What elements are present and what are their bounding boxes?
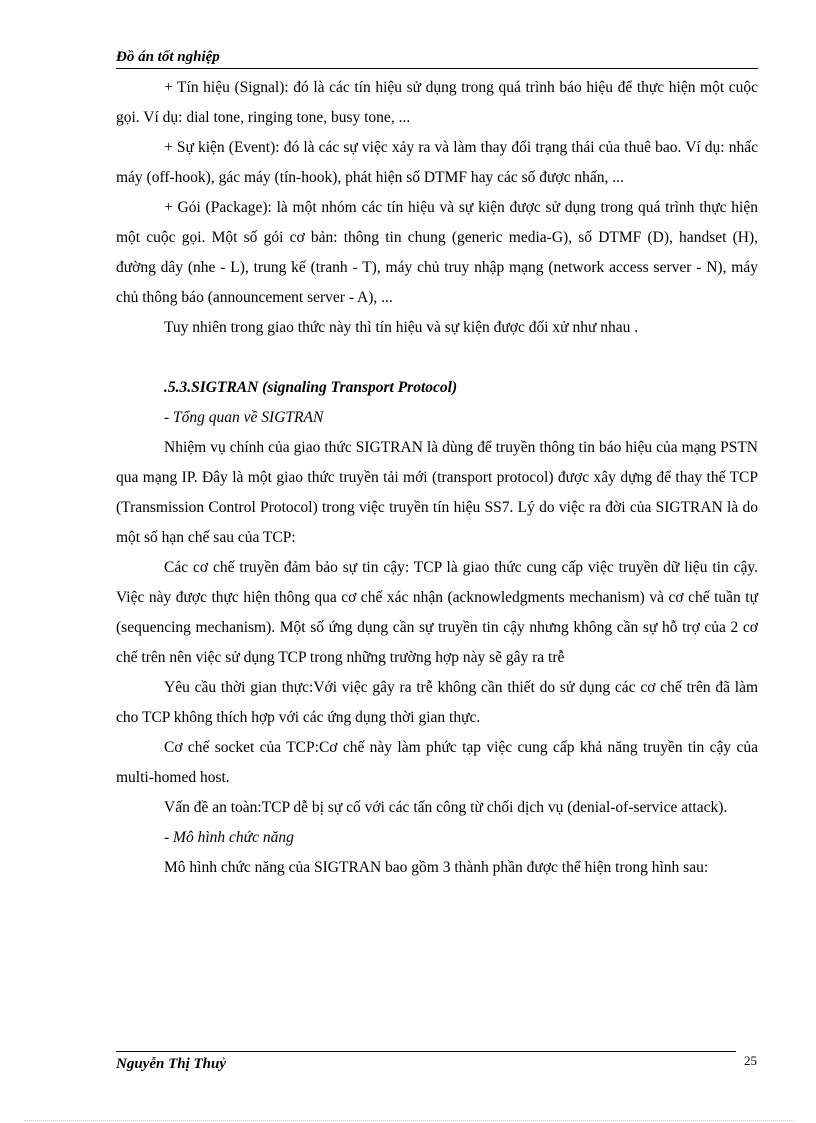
- page-edge-divider: [24, 1120, 794, 1121]
- paragraph-event: + Sự kiện (Event): đó là các sự việc xảy ra và làm thay đổi trạng thái của thuê bao. Ví dụ: nhấc máy (off-hook), gác máy (tín-hook), phát hiện số DTMF hay các số được nhấn, ...: [116, 139, 758, 186]
- document-body: [116, 73, 758, 883]
- paragraph-package: + Gói (Package): là một nhóm các tín hiệu và sự kiện được sử dụng trong quá trình thực hiện một cuộc gọi. Một số gói cơ bản: thông tin chung (generic media-G), số DTMF (D), handset (H), đường dây (nhe - L), trung kế (tranh - T), máy chủ truy nhập mạng (network access server - N), máy chủ thông báo (announcement server - A), ...: [116, 199, 758, 306]
- overview-paragraph: Nhiệm vụ chính của giao thức SIGTRAN là dùng để truyền thông tin báo hiệu của mạng PSTN qua mạng IP. Đây là một giao thức truyền tải mới (transport protocol) được xây dựng để thay thế TCP (Transmission Control Protocol) trong việc truyền tín hiệu SS7. Lý do việc ra đời của SIGTRAN là do một số hạn chế sau của TCP:: [116, 439, 758, 546]
- reliability-paragraph: Các cơ chế truyền đảm bảo sự tin cậy: TCP là giao thức cung cấp việc truyền dữ liệu tin cậy. Việc này được thực hiện thông qua cơ chế xác nhận (acknowledgments mechanism) và cơ chế tuần tự (sequencing mechanism). Một số ứng dụng cần sự truyền tin cậy nhưng không cần sự hỗ trợ của 2 cơ chế trên nên việc sử dụng TCP trong những trường hợp này sẽ gây ra trễ: [116, 559, 758, 666]
- socket-paragraph: Cơ chế socket của TCP:Cơ chế này làm phức tạp việc cung cấp khả năng truyền tin cậy của multi-homed host.: [116, 739, 758, 786]
- paragraph-signal: + Tín hiệu (Signal): đó là các tín hiệu sử dụng trong quá trình báo hiệu để thực hiện một cuộc gọi. Ví dụ: dial tone, ringing tone, busy tone, ...: [116, 79, 758, 126]
- paragraph-summary: Tuy nhiên trong giao thức này thì tín hiệu và sự kiện được đối xử như nhau .: [164, 319, 639, 336]
- model-paragraph: Mô hình chức năng của SIGTRAN bao gồm 3 thành phần được thể hiện trong hình sau:: [164, 859, 709, 876]
- model-label: - Mô hình chức năng: [164, 829, 294, 846]
- footer-author: Nguyễn Thị Thuỷ: [116, 1056, 227, 1072]
- page-header-title: Đồ án tốt nghiệp: [116, 49, 220, 65]
- realtime-paragraph: Yêu cầu thời gian thực:Với việc gây ra trễ không cần thiết do sử dụng các cơ chế trên đã làm cho TCP không thích hợp với các ứng dụng thời gian thực.: [116, 679, 758, 726]
- page-number: 25: [744, 1053, 757, 1068]
- security-paragraph: Vấn đề an toàn:TCP dễ bị sự cố với các tấn công từ chối dịch vụ (denial-of-service attack).: [164, 799, 728, 816]
- footer-divider: [116, 1051, 736, 1052]
- header-divider: [116, 68, 758, 69]
- paragraph-spacer: [116, 343, 758, 373]
- overview-label: - Tổng quan về SIGTRAN: [164, 409, 324, 426]
- section-heading: .5.3.SIGTRAN (signaling Transport Protocol): [164, 379, 458, 396]
